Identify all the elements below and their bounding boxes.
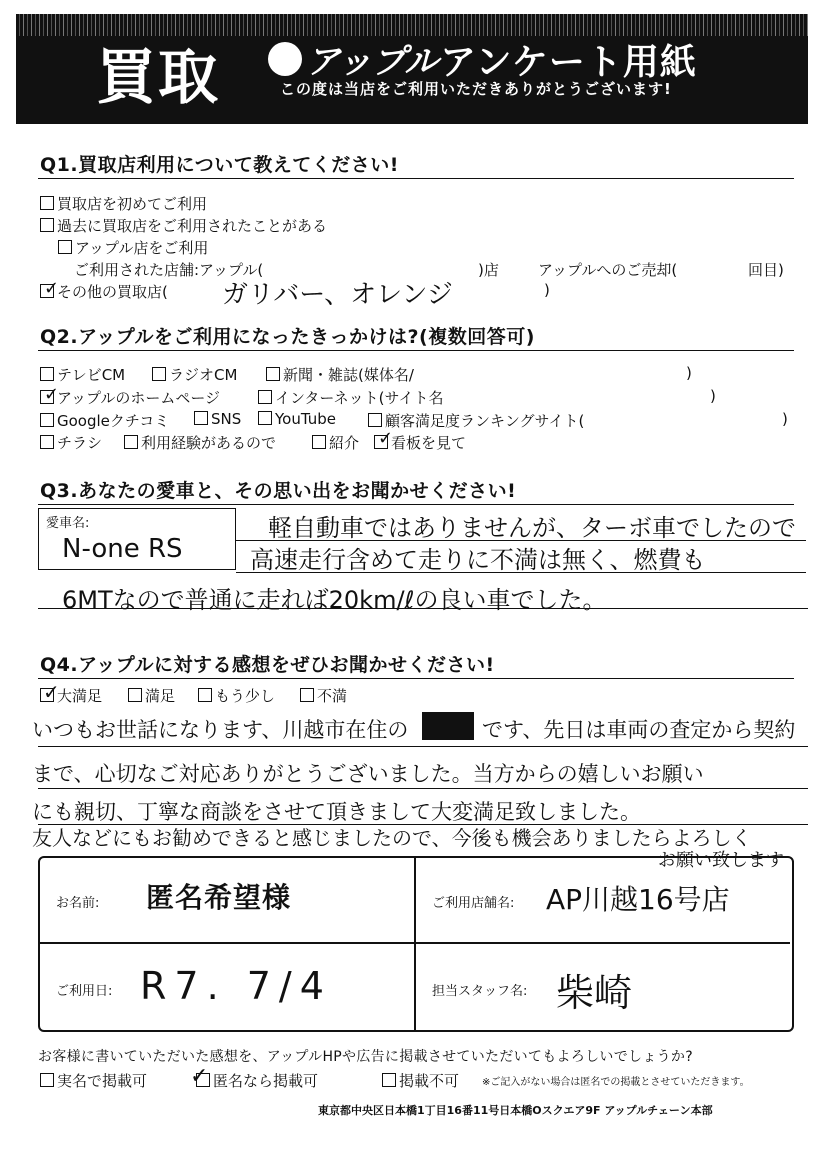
q2-opt-youtube[interactable]: YouTube (258, 410, 336, 428)
q3-rule-line (38, 608, 808, 609)
q4-rule (38, 678, 794, 679)
q1-opt-past[interactable]: 過去に買取店をご利用されたことがある (40, 215, 327, 236)
q2-opt-radiocm[interactable]: ラジオCM (152, 364, 237, 385)
checkbox[interactable] (128, 688, 142, 702)
q1-count-label: アップルへのご売却( (538, 261, 678, 279)
checkbox[interactable] (194, 411, 208, 425)
q3-rule (38, 504, 794, 505)
q2-opt-sns[interactable]: SNS (194, 410, 241, 428)
brand-name: アップル (306, 42, 439, 82)
q1-other-close: ) (544, 281, 550, 299)
check-mark-icon: ✓ (44, 384, 60, 405)
q4-rule-line (38, 746, 808, 747)
car-name-label: 愛車名: (46, 516, 90, 531)
q1-opt-other[interactable]: その他の買取店( (40, 281, 168, 302)
q4-line-1a: いつもお世話になります、川越市在住の (32, 718, 409, 742)
table-divider-horizontal (38, 942, 790, 944)
redacted-block (422, 712, 474, 740)
checkbox[interactable] (312, 435, 326, 449)
check-mark-icon: ✓ (43, 680, 60, 704)
q4-line-3: にも親切、丁寧な商談をさせて頂きまして大変満足致しました。 (32, 800, 641, 824)
checkbox[interactable] (258, 390, 272, 404)
consent-anonymous[interactable]: 匿名なら掲載可 (196, 1070, 318, 1091)
q1-store-suffix: )店 (478, 261, 499, 279)
checkbox[interactable] (40, 413, 54, 427)
q1-title: Q1.買取店利用について教えてください! (40, 154, 399, 176)
q2-opt-internet[interactable]: インターネット(サイト名 (258, 387, 443, 408)
checkbox[interactable] (124, 435, 138, 449)
q2-opt-newspaper[interactable]: 新聞・雑誌(媒体名/ (266, 364, 414, 385)
q1-count-suffix: 回目) (748, 261, 784, 279)
q3-title: Q3.あなたの愛車と、その思い出をお聞かせください! (40, 480, 517, 502)
checkbox[interactable] (40, 218, 54, 232)
q4-line-2: まで、心切なご対応ありがとうございました。当方からの嬉しいお願い (32, 762, 704, 786)
q2-opt-signboard[interactable]: 看板を見て (374, 432, 466, 453)
q4-rating-satisfied[interactable]: 満足 (128, 685, 175, 706)
check-mark-icon: ✓ (378, 428, 394, 449)
q1-opt-first[interactable]: 買取店を初めてご利用 (40, 193, 207, 214)
name-value: 匿名希望様 (146, 881, 292, 914)
q4-rule-line (38, 788, 808, 789)
q4-rating-very-satisfied[interactable]: 大満足 (40, 685, 102, 706)
check-mark-icon: ✓ (190, 1064, 209, 1089)
q2-title: Q2.アップルをご利用になったきっかけは?(複数回答可) (40, 326, 535, 348)
q4-line-1b: です、先日は車両の査定から契約 (482, 718, 796, 742)
q3-rule-line (236, 572, 806, 573)
thanks-message: この度は当店をご利用いただきありがとうございます! (280, 80, 672, 98)
q2-close-3: ) (782, 410, 788, 428)
survey-title: アンケート用紙 (440, 42, 697, 83)
hq-address: 東京都中央区日本橋1丁目16番11号日本橋Oスクエア9F アップルチェーン本部 (318, 1104, 713, 1117)
date-label: ご利用日: (56, 984, 113, 999)
q2-opt-google[interactable]: Googleクチコミ (40, 410, 169, 431)
q2-close-1: ) (686, 364, 692, 382)
checkbox[interactable] (40, 367, 54, 381)
consent-real-name[interactable]: 実名で掲載可 (40, 1070, 147, 1091)
checkbox[interactable] (300, 688, 314, 702)
checkbox[interactable] (258, 411, 272, 425)
checkbox[interactable] (198, 688, 212, 702)
q1-opt-apple[interactable]: アップル店をご利用 (58, 237, 208, 258)
apple-brand-icon (268, 42, 302, 76)
q4-line-4: 友人などにもお勧めできると感じましたので、今後も機会ありましたらよろしく (32, 826, 752, 850)
q4-line-5: お願い致します (658, 850, 784, 871)
staff-label: 担当スタッフ名: (432, 984, 528, 999)
checkbox[interactable] (40, 435, 54, 449)
q2-opt-tvcm[interactable]: テレビCM (40, 364, 125, 385)
checkbox[interactable] (382, 1073, 396, 1087)
checkbox[interactable] (40, 1073, 54, 1087)
q2-opt-ranking[interactable]: 顧客満足度ランキングサイト( (368, 410, 584, 431)
q2-opt-experience[interactable]: 利用経験があるので (124, 432, 276, 453)
staff-value: 柴崎 (556, 971, 633, 1015)
q4-rating-so-so[interactable]: もう少し (198, 685, 275, 706)
date-value: R7. 7/4 (140, 964, 332, 1008)
q1-rule (38, 178, 794, 179)
q2-close-2: ) (710, 387, 716, 405)
consent-note: ※ご記入がない場合は匿名での掲載とさせていただきます。 (482, 1077, 750, 1088)
checkbox[interactable] (368, 413, 382, 427)
checkbox[interactable] (58, 240, 72, 254)
q2-opt-flyer[interactable]: チラシ (40, 432, 102, 453)
name-label: お名前: (56, 896, 100, 911)
publish-consent-question: お客様に書いていただいた感想を、アップルHPや広告に掲載させていただいてもよろしいでしょうか? (38, 1049, 693, 1065)
checkbox[interactable] (266, 367, 280, 381)
q2-opt-referral[interactable]: 紹介 (312, 432, 359, 453)
q4-rating-unsatisfied[interactable]: 不満 (300, 685, 347, 706)
store-label: ご利用店舗名: (432, 896, 515, 911)
store-value: AP川越16号店 (546, 883, 730, 916)
consent-no[interactable]: 掲載不可 (382, 1070, 459, 1091)
q1-other-handwritten: ガリバー、オレンジ (222, 280, 453, 310)
q2-opt-homepage[interactable]: アップルのホームページ (40, 387, 220, 408)
q2-rule (38, 350, 794, 351)
q1-store-name-label: ご利用された店舗:アップル( (74, 261, 264, 279)
q3-line-3: 6MTなので普通に走れば20km/ℓの良い車でした。 (62, 586, 607, 614)
q3-line-2: 高速走行含めて走りに不満は無く、燃費も (250, 546, 706, 574)
checkbox[interactable] (40, 196, 54, 210)
checkbox[interactable] (152, 367, 166, 381)
q4-title: Q4.アップルに対する感想をぜひお聞かせください! (40, 654, 495, 676)
car-name-handwritten: N-one RS (62, 534, 183, 564)
check-mark-icon: ✓ (44, 278, 60, 299)
kaitori-logo-text: 買取 (96, 43, 220, 113)
q3-line-1: 軽自動車ではありませんが、ターボ車でしたので (268, 514, 796, 542)
